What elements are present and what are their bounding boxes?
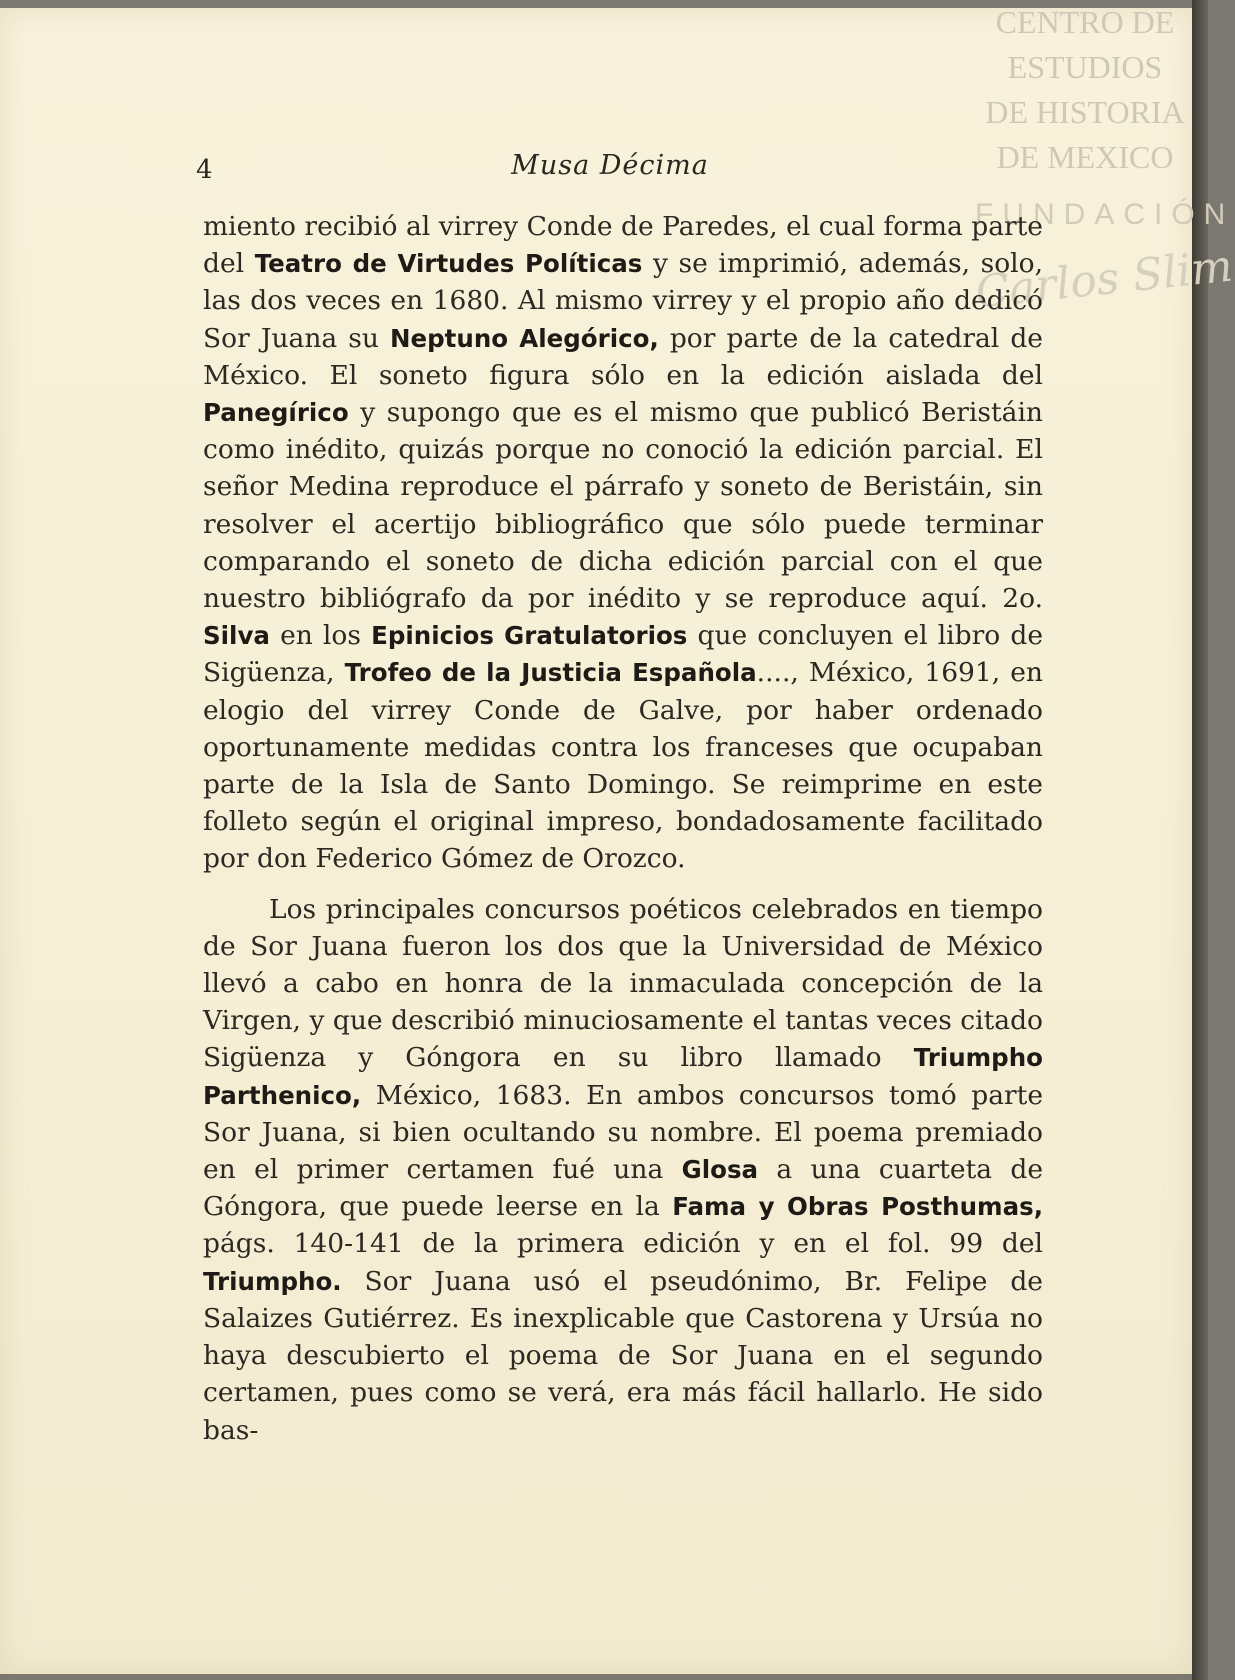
text-run: y se imprimió, además, solo, las dos veces en 1680. Al mismo virrey y el propio año dedicó Sor Juana su [203,248,1043,354]
bold-title: Epinicios Gratulatorios [371,621,688,651]
bold-title: Triumpho Parthenico, [203,1043,1043,1110]
running-title: Musa Décima [511,150,709,181]
page-number: 4 [196,155,213,185]
archive-watermark [975,0,1195,180]
text-run: Sor Juana usó el pseudónimo, Br. Felipe de Salaizes Gutiérrez. Es inexplicable que Castorena y Ursúa no haya descubierto el poema de Sor Juana en el segundo certamen, pues como se verá, era más fácil hallarlo. He sido bas- [203,1265,1043,1446]
text-run: Los principales concursos poéticos celebrados en tiempo de Sor Juana fueron los dos que la Universidad de México llevó a cabo en honra de la inmaculada concepción de la Virgen, y que describió minuciosamente el tantas veces citado Sigüenza y Góngora en su libro llamado [203,893,1043,1074]
watermark-line: CENTRO DE [995,4,1175,40]
bold-title: Triumpho. [203,1266,342,1296]
text-run: por parte de la catedral de México. El soneto figura sólo en la edición aislada del [203,322,1043,391]
watermark-line: ESTUDIOS [1007,49,1163,85]
text-run: ...., México, 1691, en elogio del virrey Conde de Galve, por haber ordenado oportunamente medidas contra los franceses que ocupaban parte de la Isla de Santo Domingo. Se reimprime en este folleto según el original impreso, bondadosamente facilitado por don Federico Gómez de Orozco. [203,657,1043,875]
bold-title: Neptuno Alegórico, [390,323,659,353]
text-run: México, 1683. En ambos concursos tomó parte Sor Juana, si bien ocultando su nombre. El poema premiado en el primer certamen fué una [203,1079,1043,1186]
watermark-fundacion: FUNDACIÓN [975,198,1235,231]
text-run: miento recibió al virrey Conde de Paredes, el cual forma parte del [203,211,1043,280]
bold-title: Trofeo de la Justicia Española [344,658,757,688]
body-text [203,208,1043,1449]
watermark-line: DE HISTORIA [985,94,1185,130]
text-run: que concluyen el libro de Sigüenza, [203,620,1044,689]
bold-title: Teatro de Virtudes Políticas [254,249,643,279]
bold-title: Panegírico [203,398,349,428]
bold-title: Fama y Obras Posthumas, [672,1192,1043,1222]
paragraph-1 [203,208,1043,878]
bold-title: Glosa [681,1155,759,1185]
paragraph-2 [203,891,1043,1449]
text-run: a una cuarteta de Góngora, que puede leerse en la [203,1154,1044,1223]
bold-title: Silva [203,621,270,651]
watermark-signature: Carlos Slim [973,240,1235,319]
text-run: págs. 140-141 de la primera edición y en el fol. 99 del [203,1228,1043,1260]
watermark-line: DE MEXICO [996,139,1174,175]
text-run: en los [269,620,372,652]
text-run: y supongo que es el mismo que publicó Beristáin como inédito, quizás porque no conoció la edición parcial. El señor Medina reproduce el párrafo y soneto de Beristáin, sin resolver el acertijo bibliográfico que sólo puede terminar comparando el soneto de dicha edición parcial con el que nuestro bibliógrafo da por inédito y se reproduce aquí. 2o. [203,397,1043,615]
